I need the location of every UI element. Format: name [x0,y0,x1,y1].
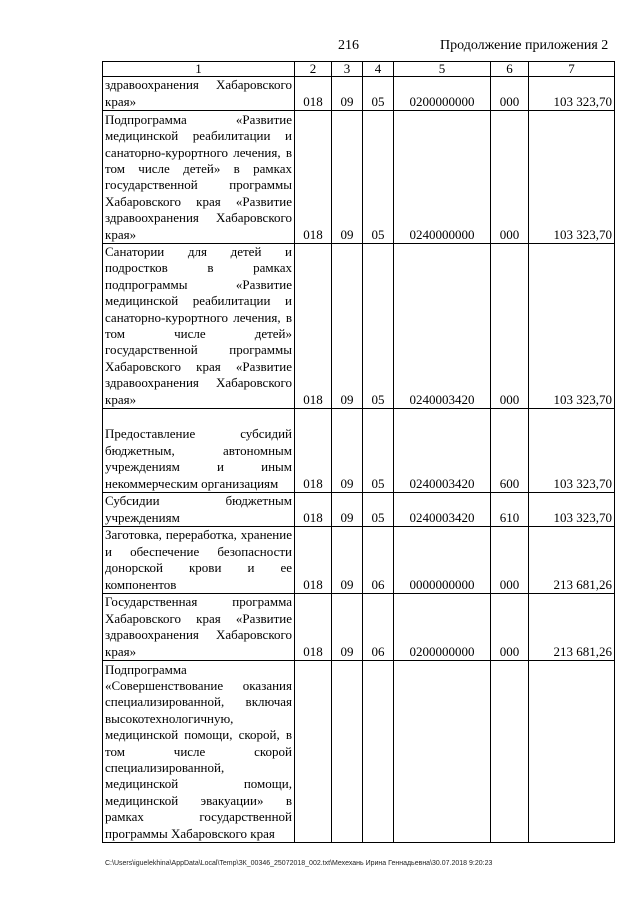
column-header: 5 [394,62,491,77]
cell-amount: 103 323,70 [529,111,615,244]
cell-ministry-code: 018 [295,594,332,661]
cell-subsection: 05 [363,409,394,493]
column-header: 2 [295,62,332,77]
cell-section [332,661,363,843]
cell-subsection [363,661,394,843]
cell-subsection: 05 [363,77,394,111]
column-header: 6 [491,62,529,77]
row-name: Подпрограмма «Совершенствование оказания специализированной, включая высокотехнологичную, медицинской помощи, скорой, в том числе скорой специализированной, медицинской помощи, медицинской эвакуации» в рамках государственной программы Хабаровского края [103,661,295,843]
cell-section: 09 [332,244,363,409]
cell-target-article: 0240003420 [394,493,491,527]
cell-target-article: 0000000000 [394,527,491,594]
table-row [103,77,615,111]
cell-section: 09 [332,493,363,527]
table-row [103,527,615,594]
cell-amount: 103 323,70 [529,77,615,111]
cell-section: 09 [332,409,363,493]
cell-expense-type: 000 [491,111,529,244]
cell-expense-type: 000 [491,594,529,661]
cell-section: 09 [332,111,363,244]
column-header-row [103,62,615,77]
page-number: 216 [338,38,359,53]
cell-ministry-code: 018 [295,244,332,409]
cell-target-article: 0240003420 [394,244,491,409]
column-header: 1 [103,62,295,77]
cell-section: 09 [332,77,363,111]
cell-section: 09 [332,594,363,661]
row-name: Санатории для детей и подростков в рамках подпрограммы «Развитие медицинской реабилитации и санаторно-курортного лечения, в том числе детей» государственной программы Хабаровского края «Развитие здравоохранения Хабаровского края» [103,244,295,409]
cell-expense-type: 000 [491,527,529,594]
column-header: 4 [363,62,394,77]
row-name: Государственная программа Хабаровского края «Развитие здравоохранения Хабаровского края» [103,594,295,661]
cell-ministry-code: 018 [295,77,332,111]
cell-expense-type: 000 [491,244,529,409]
cell-expense-type: 610 [491,493,529,527]
cell-subsection: 05 [363,244,394,409]
table-row [103,244,615,409]
cell-amount: 103 323,70 [529,409,615,493]
cell-subsection: 05 [363,493,394,527]
row-name: Субсидии бюджетным учреждениям [103,493,295,527]
cell-target-article [394,661,491,843]
table-row [103,493,615,527]
row-name: Подпрограмма «Развитие медицинской реабилитации и санаторно-курортного лечения, в том числе детей» в рамках государственной программы Хабаровского края «Развитие здравоохранения Хабаровского края» [103,111,295,244]
row-name: здравоохранения Хабаровского края» [103,77,295,111]
table-row [103,409,615,493]
cell-subsection: 06 [363,594,394,661]
row-name: Предоставление субсидий бюджетным, автономным учреждениям и иным некоммерческим организациям [103,409,295,493]
cell-target-article: 0200000000 [394,77,491,111]
table-row [103,594,615,661]
cell-ministry-code: 018 [295,409,332,493]
column-header: 3 [332,62,363,77]
cell-target-article: 0200000000 [394,594,491,661]
cell-ministry-code [295,661,332,843]
cell-target-article: 0240003420 [394,409,491,493]
cell-target-article: 0240000000 [394,111,491,244]
column-header: 7 [529,62,615,77]
table-row [103,111,615,244]
row-name: Заготовка, переработка, хранение и обеспечение безопасности донорской крови и ее компонентов [103,527,295,594]
cell-ministry-code: 018 [295,527,332,594]
cell-amount: 213 681,26 [529,594,615,661]
table-row [103,661,615,843]
cell-expense-type: 600 [491,409,529,493]
cell-ministry-code: 018 [295,111,332,244]
cell-amount: 103 323,70 [529,244,615,409]
cell-section: 09 [332,527,363,594]
cell-ministry-code: 018 [295,493,332,527]
cell-amount [529,661,615,843]
cell-amount: 103 323,70 [529,493,615,527]
budget-table [102,61,615,843]
cell-amount: 213 681,26 [529,527,615,594]
cell-subsection: 06 [363,527,394,594]
file-path-footer: C:\Users\iguelekhina\AppData\Local\Temp\ЗК_00346_25072018_002.txt\Мехехань Ирина Геннадьевна\30.07.2018 9:20:23 [105,860,493,867]
cell-expense-type: 000 [491,77,529,111]
cell-expense-type [491,661,529,843]
cell-subsection: 05 [363,111,394,244]
continuation-label: Продолжение приложения 2 [440,38,609,53]
